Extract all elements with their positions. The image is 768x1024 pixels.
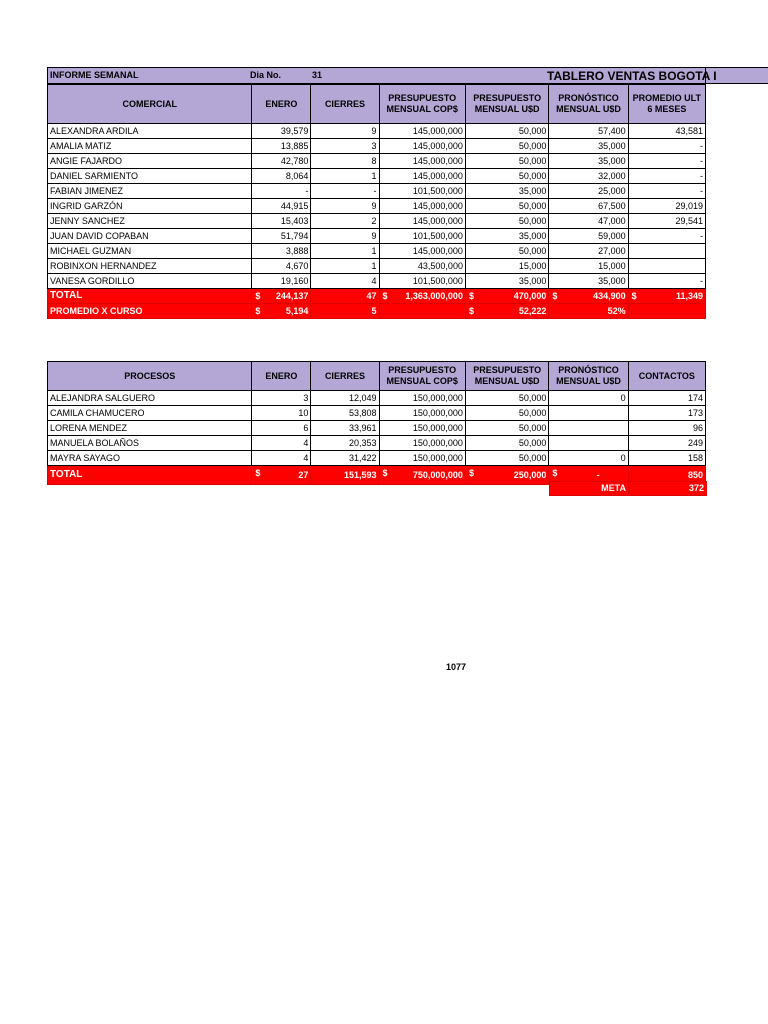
value-cell: 50,000 [465,124,548,139]
value-cell: 8,064 [252,169,311,184]
value-cell: 4 [311,274,379,289]
value-cell: 50,000 [465,436,548,451]
value-cell: 47,000 [549,214,628,229]
value-cell: 50,000 [465,154,548,169]
value-cell: 31,422 [311,451,379,466]
name-cell: AMALIA MATIZ [48,139,252,154]
value-cell: 42,780 [252,154,311,169]
meta-table [549,481,707,496]
value-cell: 145,000,000 [379,169,465,184]
value-cell: 57,400 [549,124,628,139]
promedio-curso-row [48,304,706,319]
value-cell: 15,000 [465,259,548,274]
value-cell: 20,353 [311,436,379,451]
comercial-row [48,124,706,139]
value-cell: 0 [549,451,628,466]
comercial-table [47,84,706,319]
value-cell: 50,000 [465,406,548,421]
value-cell: 12,049 [311,391,379,406]
dia-value: 31 [312,70,323,80]
header-contactos: CONTACTOS [628,362,705,391]
informe-label: INFORME SEMANAL [50,70,139,80]
value-cell [549,406,628,421]
value-cell: - [628,154,705,169]
name-cell: JUAN DAVID COPABAN [48,229,252,244]
header-presupuesto-cop: PRESUPUESTO MENSUAL COP$ [379,85,465,124]
value-cell: 173 [628,406,705,421]
value-cell: 50,000 [465,451,548,466]
value-cell: 174 [628,391,705,406]
value-cell: 4 [252,436,311,451]
comercial-row [48,214,706,229]
value-cell: 150,000,000 [379,391,465,406]
value-cell: 44,915 [252,199,311,214]
comercial-row [48,169,706,184]
value-cell: 101,500,000 [379,229,465,244]
total-pronostico: $ 434,900 [549,289,628,304]
name-cell: ANGIE FAJARDO [48,154,252,169]
value-cell: 67,500 [549,199,628,214]
value-cell: - [628,169,705,184]
promedio-curso-pronostico: 52% [549,304,628,319]
value-cell: 8 [311,154,379,169]
value-cell: - [252,184,311,199]
name-cell: DANIEL SARMIENTO [48,169,252,184]
promedio-curso-enero: $ 5,194 [252,304,311,319]
total-enero: $ 244,137 [252,289,311,304]
value-cell: 43,500,000 [379,259,465,274]
total2-pronostico: $ - [549,466,628,485]
name-cell: INGRID GARZÓN [48,199,252,214]
value-cell: - [628,274,705,289]
value-cell: 3 [311,139,379,154]
value-cell: 35,000 [465,274,548,289]
tablero-title: TABLERO VENTAS BOGOTA I [547,69,717,83]
dia-label: Dia No. [250,70,282,80]
header-cierres: CIERRES [311,85,379,124]
total2-label: TOTAL [48,466,252,485]
comercial-row [48,244,706,259]
value-cell: 4 [252,451,311,466]
value-cell: 9 [311,124,379,139]
value-cell: 29,019 [628,199,705,214]
value-cell: 50,000 [465,169,548,184]
total-promedio: $ 11,349 [628,289,705,304]
comercial-row [48,259,706,274]
comercial-row [48,154,706,169]
value-cell: 53,808 [311,406,379,421]
value-cell: 50,000 [465,139,548,154]
value-cell: 35,000 [465,229,548,244]
value-cell: - [628,229,705,244]
proceso-row [48,451,706,466]
value-cell: 9 [311,199,379,214]
value-cell: - [311,184,379,199]
header-presupuesto-usd: PRESUPUESTO MENSUAL U$D [465,85,548,124]
value-cell: 15,403 [252,214,311,229]
value-cell: 27,000 [549,244,628,259]
value-cell: 51,794 [252,229,311,244]
value-cell: 145,000,000 [379,244,465,259]
meta-value: 372 [629,482,707,496]
value-cell: 50,000 [465,244,548,259]
promedio-curso-usd: $ 52,222 [465,304,548,319]
value-cell: 43,581 [628,124,705,139]
total-usd: $ 470,000 [465,289,548,304]
value-cell: 249 [628,436,705,451]
value-cell: 3 [252,391,311,406]
value-cell: 145,000,000 [379,139,465,154]
value-cell: 145,000,000 [379,154,465,169]
value-cell: 158 [628,451,705,466]
proceso-row [48,391,706,406]
promedio-curso-promedio [628,304,705,319]
value-cell: 13,885 [252,139,311,154]
name-cell: MANUELA BOLAÑOS [48,436,252,451]
value-cell: 6 [252,421,311,436]
value-cell: 32,000 [549,169,628,184]
value-cell: 150,000,000 [379,421,465,436]
name-cell: CAMILA CHAMUCERO [48,406,252,421]
meta-row [550,482,707,496]
header-pronostico-2: PRONÓSTICO MENSUAL U$D [549,362,628,391]
header-procesos: PROCESOS [48,362,252,391]
header-pronostico: PRONÓSTICO MENSUAL U$D [549,85,628,124]
value-cell: 150,000,000 [379,406,465,421]
header-presupuesto-usd-2: PRESUPUESTO MENSUAL U$D [465,362,548,391]
value-cell: 2 [311,214,379,229]
value-cell: 3,888 [252,244,311,259]
total2-cop: $ 750,000,000 [379,466,465,485]
title-bar [47,67,768,84]
value-cell: 50,000 [465,421,548,436]
value-cell: 35,000 [549,139,628,154]
comercial-row [48,184,706,199]
value-cell [628,259,705,274]
value-cell: - [628,139,705,154]
total2-cierres: 151,593 [311,466,379,485]
value-cell: 1 [311,244,379,259]
value-cell: 59,000 [549,229,628,244]
comercial-row [48,199,706,214]
header-cierres-2: CIERRES [311,362,379,391]
comercial-row [48,229,706,244]
name-cell: JENNY SANCHEZ [48,214,252,229]
name-cell: VANESA GORDILLO [48,274,252,289]
value-cell: - [628,184,705,199]
value-cell: 25,000 [549,184,628,199]
header-comercial: COMERCIAL [48,85,252,124]
value-cell: 50,000 [465,214,548,229]
comercial-row [48,139,706,154]
total2-usd: $ 250,000 [465,466,548,485]
header-presupuesto-cop-2: PRESUPUESTO MENSUAL COP$ [379,362,465,391]
value-cell [628,244,705,259]
footer-number: 1077 [446,662,467,672]
promedio-curso-cop [379,304,465,319]
header-enero: ENERO [252,85,311,124]
total-label: TOTAL [48,289,252,304]
value-cell: 50,000 [465,199,548,214]
total-cierres: 47 [311,289,379,304]
value-cell: 19,160 [252,274,311,289]
header-enero-2: ENERO [252,362,311,391]
total-cop: $ 1,363,000,000 [379,289,465,304]
value-cell: 150,000,000 [379,451,465,466]
name-cell: MAYRA SAYAGO [48,451,252,466]
value-cell: 4,670 [252,259,311,274]
total2-enero: $ 27 [252,466,311,485]
name-cell: ALEJANDRA SALGUERO [48,391,252,406]
value-cell: 29,541 [628,214,705,229]
value-cell: 101,500,000 [379,184,465,199]
value-cell: 10 [252,406,311,421]
value-cell: 35,000 [549,154,628,169]
name-cell: ROBINXON HERNANDEZ [48,259,252,274]
value-cell: 35,000 [549,274,628,289]
value-cell: 145,000,000 [379,124,465,139]
value-cell: 96 [628,421,705,436]
name-cell: ALEXANDRA ARDILA [48,124,252,139]
promedio-curso-cierres: 5 [311,304,379,319]
comercial-header-row [48,85,706,124]
procesos-header-row [48,362,706,391]
value-cell: 150,000,000 [379,436,465,451]
value-cell: 145,000,000 [379,214,465,229]
comercial-row [48,274,706,289]
value-cell: 39,579 [252,124,311,139]
total2-contactos: 850 [628,466,705,485]
name-cell: MICHAEL GUZMAN [48,244,252,259]
value-cell: 33,961 [311,421,379,436]
value-cell: 0 [549,391,628,406]
promedio-curso-label: PROMEDIO X CURSO [48,304,252,319]
proceso-row [48,421,706,436]
header-promedio: PROMEDIO ULT 6 MESES [628,85,705,124]
meta-label: META [550,482,629,496]
value-cell: 35,000 [465,184,548,199]
comercial-total-row [48,289,706,304]
name-cell: FABIAN JIMENEZ [48,184,252,199]
value-cell: 1 [311,259,379,274]
value-cell: 101,500,000 [379,274,465,289]
value-cell: 15,000 [549,259,628,274]
procesos-table [47,361,706,485]
value-cell [549,436,628,451]
value-cell: 9 [311,229,379,244]
value-cell [549,421,628,436]
proceso-row [48,436,706,451]
proceso-row [48,406,706,421]
value-cell: 145,000,000 [379,199,465,214]
value-cell: 50,000 [465,391,548,406]
value-cell: 1 [311,169,379,184]
name-cell: LORENA MENDEZ [48,421,252,436]
